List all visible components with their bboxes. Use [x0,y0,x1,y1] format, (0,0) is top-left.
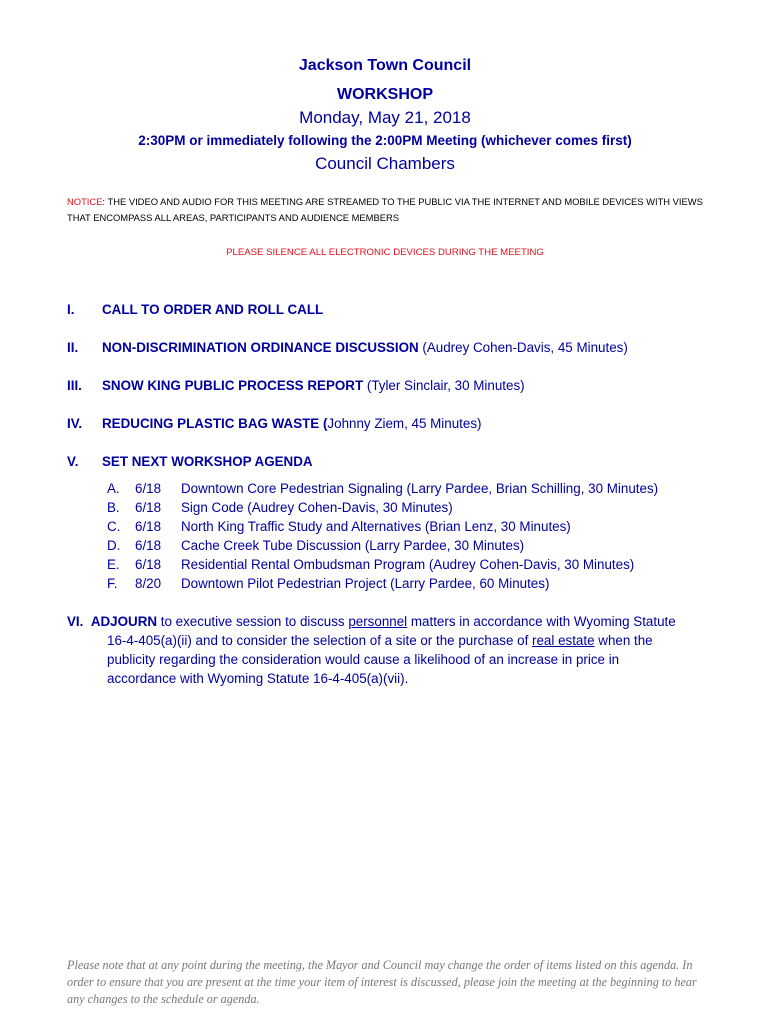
meeting-date: Monday, May 21, 2018 [299,108,471,127]
silence-devices-notice: PLEASE SILENCE ALL ELECTRONIC DEVICES DURING THE MEETING [226,247,544,258]
agenda-item-number: II. [67,340,79,355]
adjourn-text: when the [594,633,653,648]
list-item-description: Downtown Core Pedestrian Signaling (Larry Pardee, Brian Schilling, 30 Minutes) [181,481,659,496]
adjourn-text: accordance with Wyoming Statute 16-4-405(a)(vii). [107,671,409,686]
agenda-item-number: III. [67,378,82,393]
agenda-item-title: CALL TO ORDER AND ROLL CALL [102,302,324,317]
adjourn-item [67,612,707,688]
adjourn-text: 16-4-405(a)(ii) and to consider the selection of a site or the purchase of [107,633,533,648]
list-item-letter: F. [107,576,118,591]
notice-label: NOTICE [67,196,103,207]
adjourn-text: publicity regarding the consideration would cause a likelihood of an increase in price in [107,652,620,667]
list-item-letter: E. [107,557,120,572]
agenda-item-detail: (Audrey Cohen-Davis, 45 Minutes) [418,340,628,355]
streaming-notice [67,194,707,226]
personnel-term: personnel [348,614,408,629]
notice-text: : THE VIDEO AND AUDIO FOR THIS MEETING ARE STREAMED TO THE PUBLIC VIA THE INTERNET AND MOBILE DEVICES WITH VIEWS THAT ENCOMPASS ALL AREAS, PARTICIPANTS AND AUDIENCE MEMBERS [67,196,703,223]
agenda-item-detail: (Tyler Sinclair, 30 Minutes) [363,378,525,393]
list-item-letter: C. [107,519,121,534]
adjourn-number: VI. [67,614,84,629]
list-item-date: 6/18 [135,538,162,553]
agenda-item-detail: Johnny Ziem, 45 Minutes) [327,416,482,431]
list-item-date: 8/20 [135,576,162,591]
list-item-letter: B. [107,500,120,515]
list-item-letter: D. [107,538,121,553]
list-item-date: 6/18 [135,557,162,572]
meeting-location: Council Chambers [315,154,455,173]
list-item-date: 6/18 [135,500,162,515]
list-item-letter: A. [107,481,120,496]
agenda-item-title: SNOW KING PUBLIC PROCESS REPORT [102,378,364,393]
agenda-item-number: IV. [67,416,83,431]
council-title: Jackson Town Council [298,57,472,74]
schedule-change-disclaimer: Please note that at any point during the meeting, the Mayor and Council may change the order of items listed on this agenda. In order to ensure that you are present at the time your item of interest is discussed, please join the meeting at the beginning to hear any changes to the schedule or agenda. [67,958,697,1006]
list-item-description: Cache Creek Tube Discussion (Larry Pardee, 30 Minutes) [181,538,525,553]
list-item-description: Sign Code (Audrey Cohen-Davis, 30 Minutes) [181,500,453,515]
agenda-item-number: V. [67,454,79,469]
adjourn-text: matters in accordance with Wyoming Statute [407,614,676,629]
real-estate-term: real estate [532,633,595,648]
adjourn-text: to executive session to discuss [157,614,349,629]
adjourn-title: ADJOURN [90,614,158,629]
list-item-description: Downtown Pilot Pedestrian Project (Larry Pardee, 60 Minutes) [181,576,550,591]
agenda-item-title: SET NEXT WORKSHOP AGENDA [102,454,313,469]
agenda-item-number: I. [67,302,75,317]
list-item-description: Residential Rental Ombudsman Program (Audrey Cohen-Davis, 30 Minutes) [181,557,635,572]
list-item-date: 6/18 [135,481,162,496]
meeting-time: 2:30PM or immediately following the 2:00PM Meeting (whichever comes first) [138,133,632,148]
agenda-item-title: REDUCING PLASTIC BAG WASTE ( [102,416,328,431]
list-item-date: 6/18 [135,519,162,534]
agenda-item-title: NON-DISCRIMINATION ORDINANCE DISCUSSION [102,340,419,355]
list-item-description: North King Traffic Study and Alternatives (Brian Lenz, 30 Minutes) [181,519,571,534]
meeting-type: WORKSHOP [337,86,433,103]
